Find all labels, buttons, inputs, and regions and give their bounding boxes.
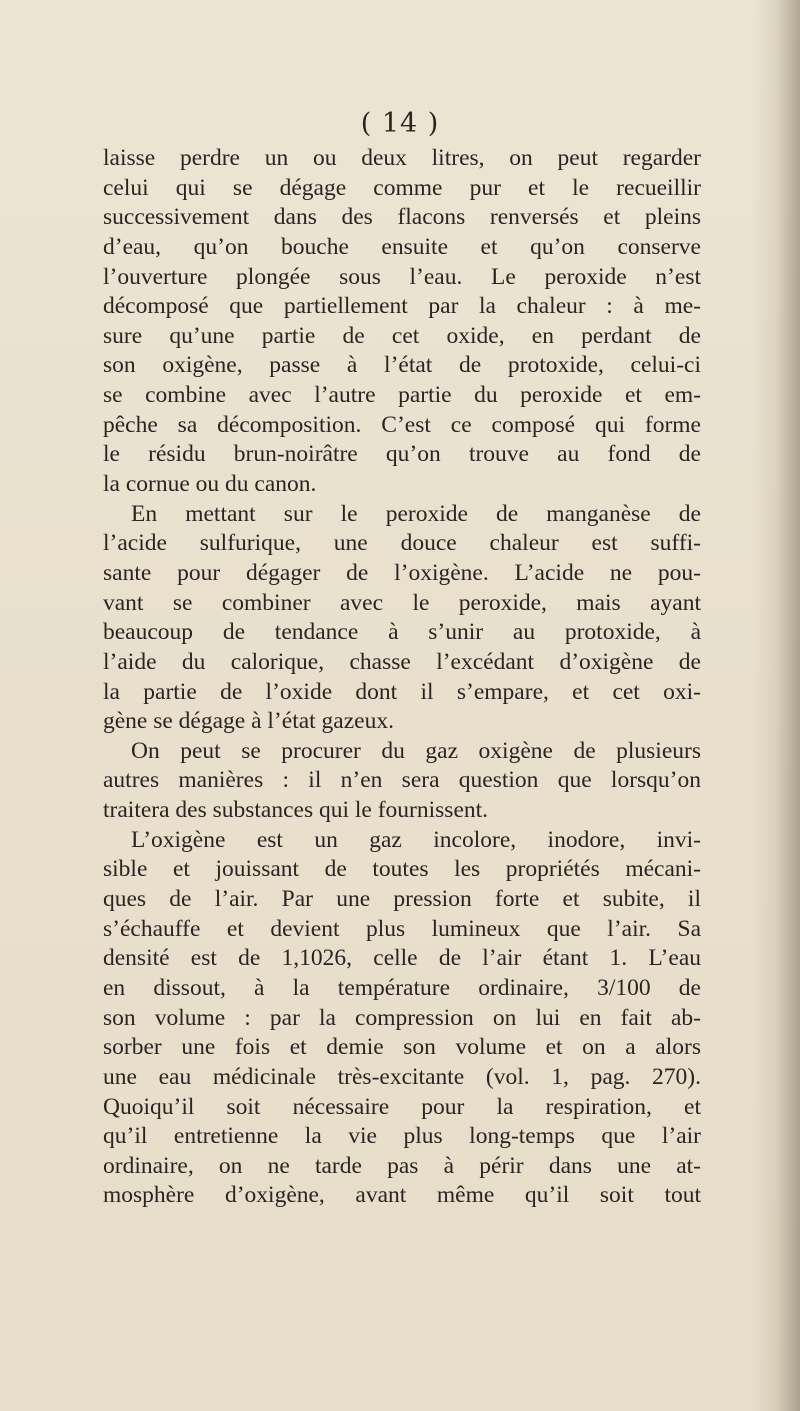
text-line: Quoiqu’il soit nécessaire pour la respiration, et xyxy=(103,1093,701,1120)
text-line: sible et jouissant de toutes les propriétés mécani- xyxy=(103,856,701,883)
text-line: vant se combiner avec le peroxide, mais ayant xyxy=(103,589,701,616)
text-line: L’oxigène est un gaz incolore, inodore, invi- xyxy=(131,826,701,853)
text-line: son volume : par la compression on lui en fait ab- xyxy=(103,1004,701,1031)
text-line: autres manières : il n’en sera question que lorsqu’on xyxy=(103,767,701,794)
text-line: celui qui se dégage comme pur et le recueillir xyxy=(103,174,701,201)
text-line: décomposé que partiellement par la chaleur : à me- xyxy=(103,293,701,320)
text-line: sante pour dégager de l’oxigène. L’acide ne pou- xyxy=(103,559,701,586)
text-line: successivement dans des flacons renversés et pleins xyxy=(103,204,701,231)
text-line: densité est de 1,1026, celle de l’air étant 1. L’eau xyxy=(103,945,701,972)
text-line: l’acide sulfurique, une douce chaleur est suffi- xyxy=(103,530,701,557)
text-line: En mettant sur le peroxide de manganèse de xyxy=(131,500,701,527)
text-line: l’ouverture plongée sous l’eau. Le peroxide n’est xyxy=(103,263,701,290)
text-line: se combine avec l’autre partie du peroxide et em- xyxy=(103,382,701,409)
page-body-text xyxy=(103,144,701,1211)
text-line: qu’il entretienne la vie plus long-temps que l’air xyxy=(103,1123,701,1150)
text-line: traitera des substances qui le fournissent. xyxy=(103,797,489,824)
text-line: la cornue ou du canon. xyxy=(103,471,317,498)
page-number: ( 14 ) xyxy=(360,108,440,139)
text-line: en dissout, à la température ordinaire, 3/100 de xyxy=(103,974,701,1001)
text-line: ordinaire, on ne tarde pas à périr dans une at- xyxy=(103,1152,701,1179)
text-line: s’échauffe et devient plus lumineux que l’air. Sa xyxy=(103,915,701,942)
text-line: On peut se procurer du gaz oxigène de plusieurs xyxy=(131,737,701,764)
text-line: beaucoup de tendance à s’unir au protoxide, à xyxy=(103,619,701,646)
text-line: la partie de l’oxide dont il s’empare, et cet oxi- xyxy=(103,678,701,705)
text-line: son oxigène, passe à l’état de protoxide, celui-ci xyxy=(103,352,701,379)
text-line: mosphère d’oxigène, avant même qu’il soit tout xyxy=(103,1182,701,1209)
text-line: l’aide du calorique, chasse l’excédant d’oxigène de xyxy=(103,648,701,675)
text-line: sure qu’une partie de cet oxide, en perdant de xyxy=(103,322,701,349)
text-line: laisse perdre un ou deux litres, on peut regarder xyxy=(103,145,701,171)
text-line: gène se dégage à l’état gazeux. xyxy=(103,708,394,735)
text-line: pêche sa décomposition. C’est ce composé qui forme xyxy=(103,411,701,438)
text-line: une eau médicinale très-excitante (vol. 1, pag. 270). xyxy=(103,1063,701,1090)
text-line: sorber une fois et demie son volume et on a alors xyxy=(103,1034,701,1061)
text-line: le résidu brun-noirâtre qu’on trouve au fond de xyxy=(103,441,701,468)
text-line: ques de l’air. Par une pression forte et subite, il xyxy=(103,886,701,913)
text-line: d’eau, qu’on bouche ensuite et qu’on conserve xyxy=(103,233,701,260)
